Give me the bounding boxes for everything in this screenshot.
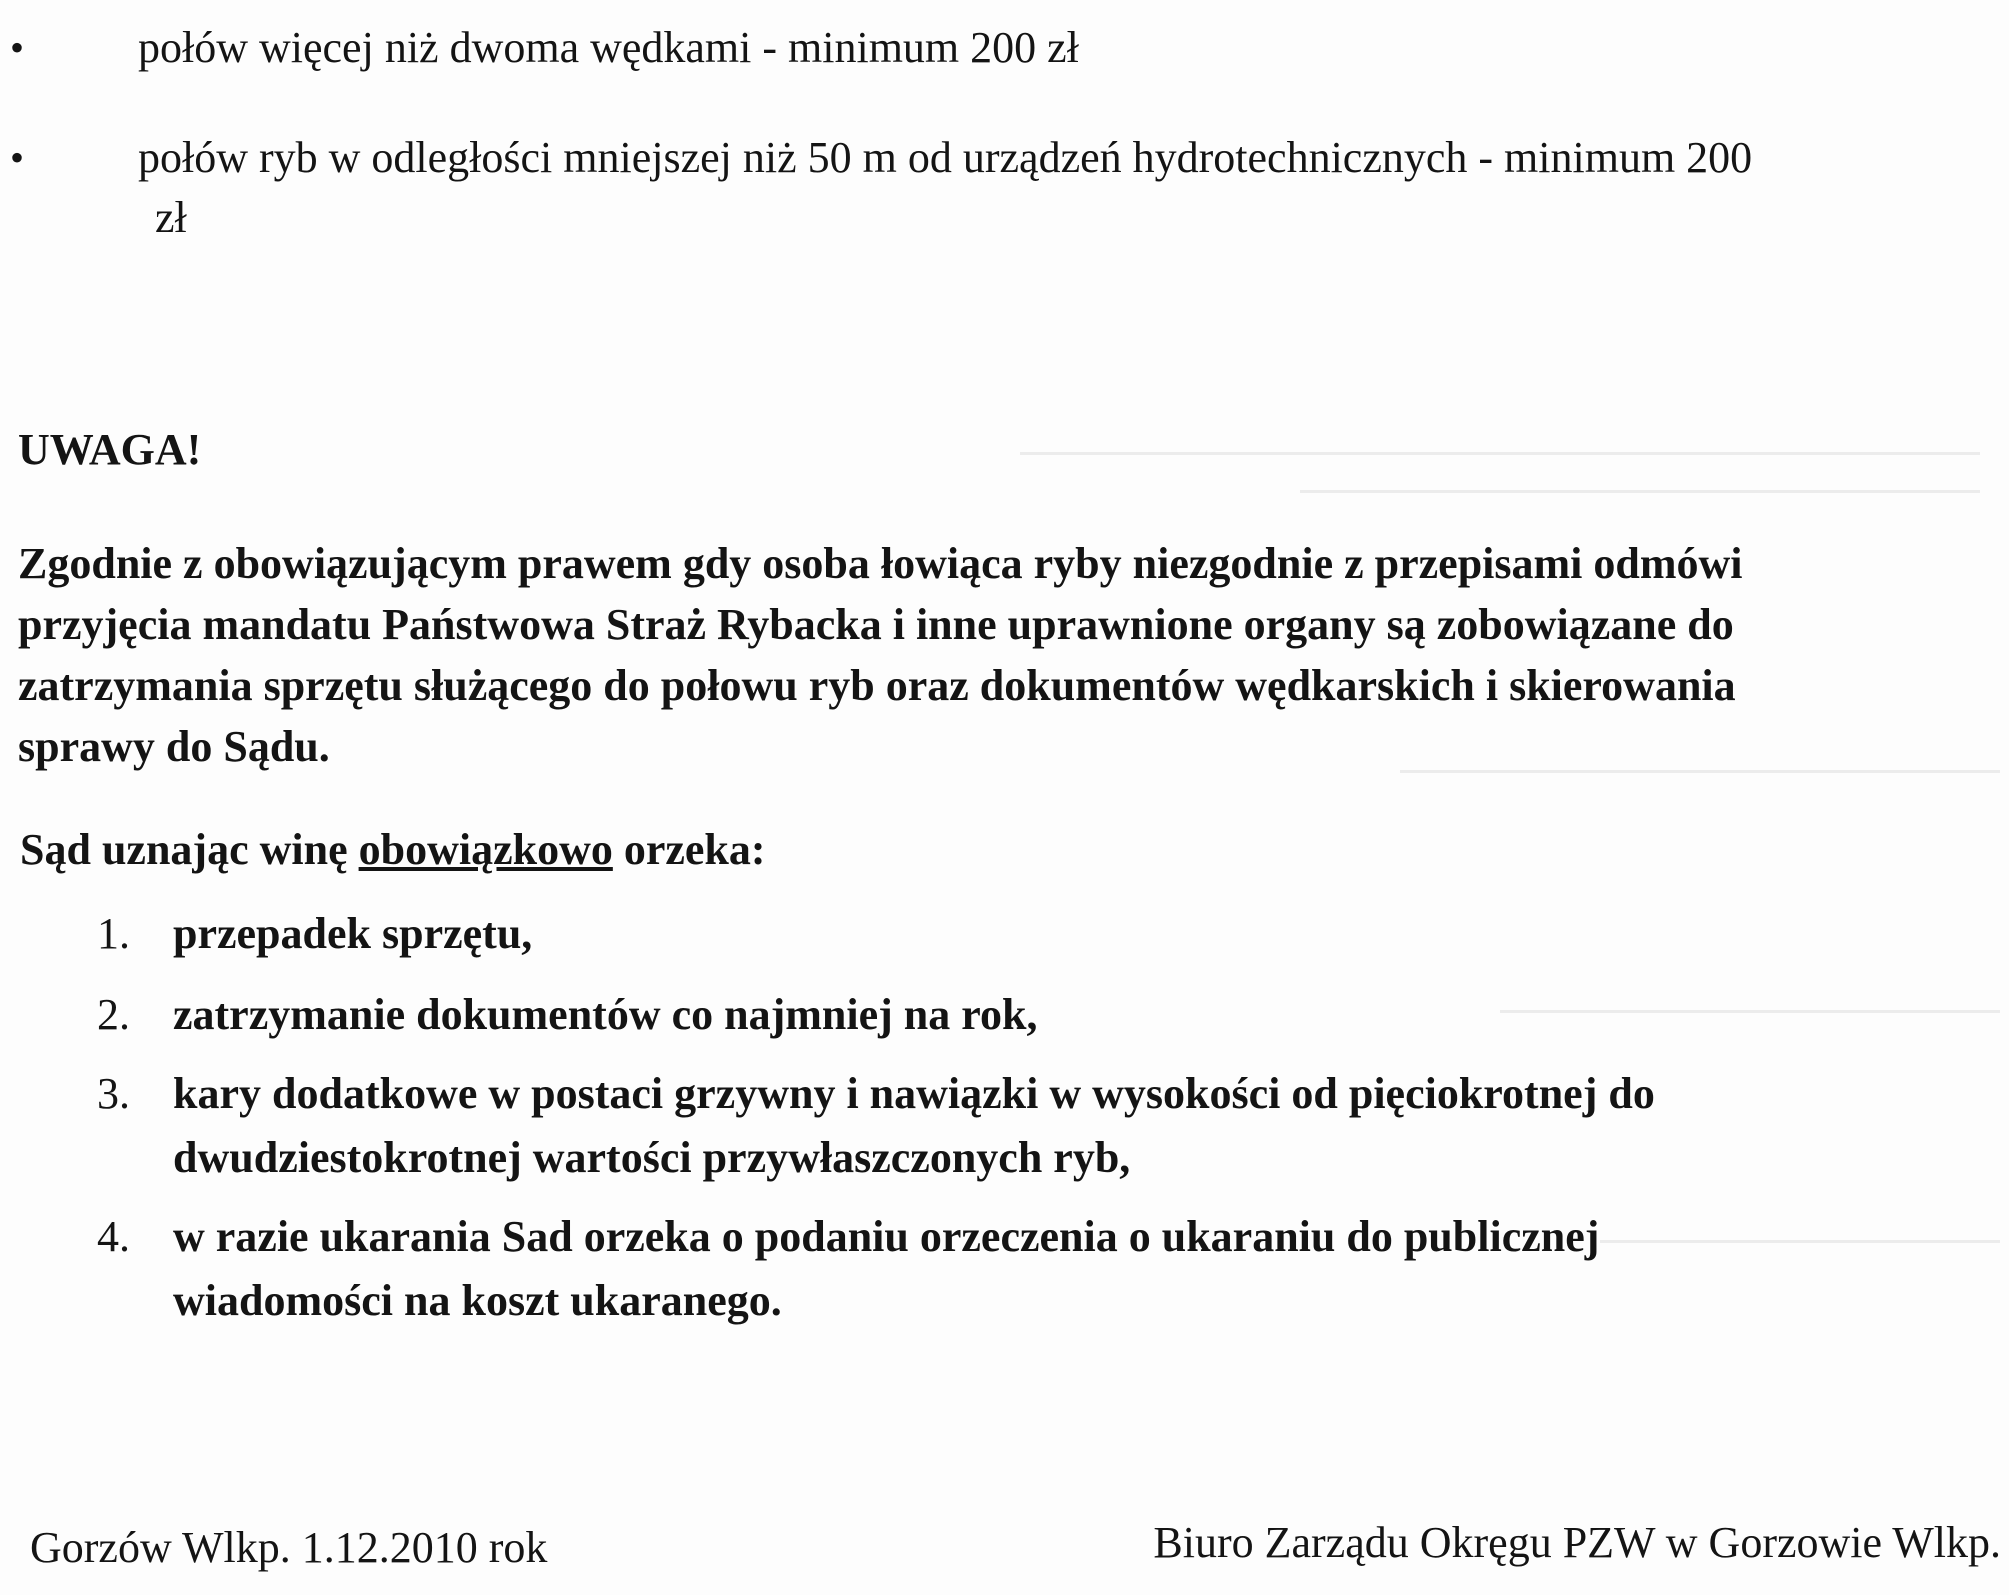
footer-issuer: Biuro Zarządu Okręgu PZW w Gorzowie Wlkp. xyxy=(1153,1518,2001,1567)
scan-artifact xyxy=(1500,1010,2000,1013)
scan-artifact xyxy=(1300,490,1980,493)
list-line: przepadek sprzętu, xyxy=(173,909,533,958)
list-text xyxy=(173,983,1037,1047)
court-intro-after: orzeka: xyxy=(612,825,766,874)
notice-heading: UWAGA! xyxy=(18,425,202,474)
notice-line: Zgodnie z obowiązującym prawem gdy osoba łowiąca ryby niezgodnie z przepisami odmówi xyxy=(18,539,1743,588)
list-line: wiadomości na koszt ukaranego. xyxy=(173,1276,782,1325)
list-number: 3. xyxy=(97,1069,130,1118)
list-line: w razie ukarania Sad orzeka o podaniu orzeczenia o ukaraniu do publicznej xyxy=(173,1212,1600,1261)
notice-paragraph xyxy=(18,533,2003,777)
list-number: 1. xyxy=(97,909,130,958)
scan-artifact xyxy=(1600,1240,2000,1243)
bullet-text: połów więcej niż dwoma wędkami - minimum 200 zł xyxy=(138,23,1079,72)
notice-line: zatrzymania sprzętu służącego do połowu ryb oraz dokumentów wędkarskich i skierowania xyxy=(18,661,1736,710)
notice-line: sprawy do Sądu. xyxy=(18,722,330,771)
list-text xyxy=(173,1062,1655,1190)
bullet-text: połów ryb w odległości mniejszej niż 50 m od urządzeń hydrotechnicznych - minimum 200 xyxy=(138,133,1753,182)
list-text xyxy=(173,1205,1599,1333)
list-number: 4. xyxy=(97,1212,130,1261)
court-intro-before: Sąd uznając winę xyxy=(20,825,359,874)
list-line: kary dodatkowe w postaci grzywny i nawiązki w wysokości od pięciokrotnej do xyxy=(173,1069,1655,1118)
list-number: 2. xyxy=(97,990,130,1039)
list-text xyxy=(173,902,532,966)
notice-line: przyjęcia mandatu Państwowa Straż Rybacka i inne uprawnione organy są zobowiązane do xyxy=(18,600,1734,649)
bullet-marker: • xyxy=(10,135,25,180)
court-intro-underlined: obowiązkowo xyxy=(358,825,613,874)
footer-place-date: Gorzów Wlkp. 1.12.2010 rok xyxy=(30,1523,548,1572)
bullet-marker: • xyxy=(10,25,25,70)
list-line: dwudziestokrotnej wartości przywłaszczonych ryb, xyxy=(173,1133,1131,1182)
court-intro xyxy=(20,820,766,880)
list-line: zatrzymanie dokumentów co najmniej na rok, xyxy=(173,990,1038,1039)
bullet-text-continuation: zł xyxy=(155,193,187,242)
scan-artifact xyxy=(1020,452,1980,455)
